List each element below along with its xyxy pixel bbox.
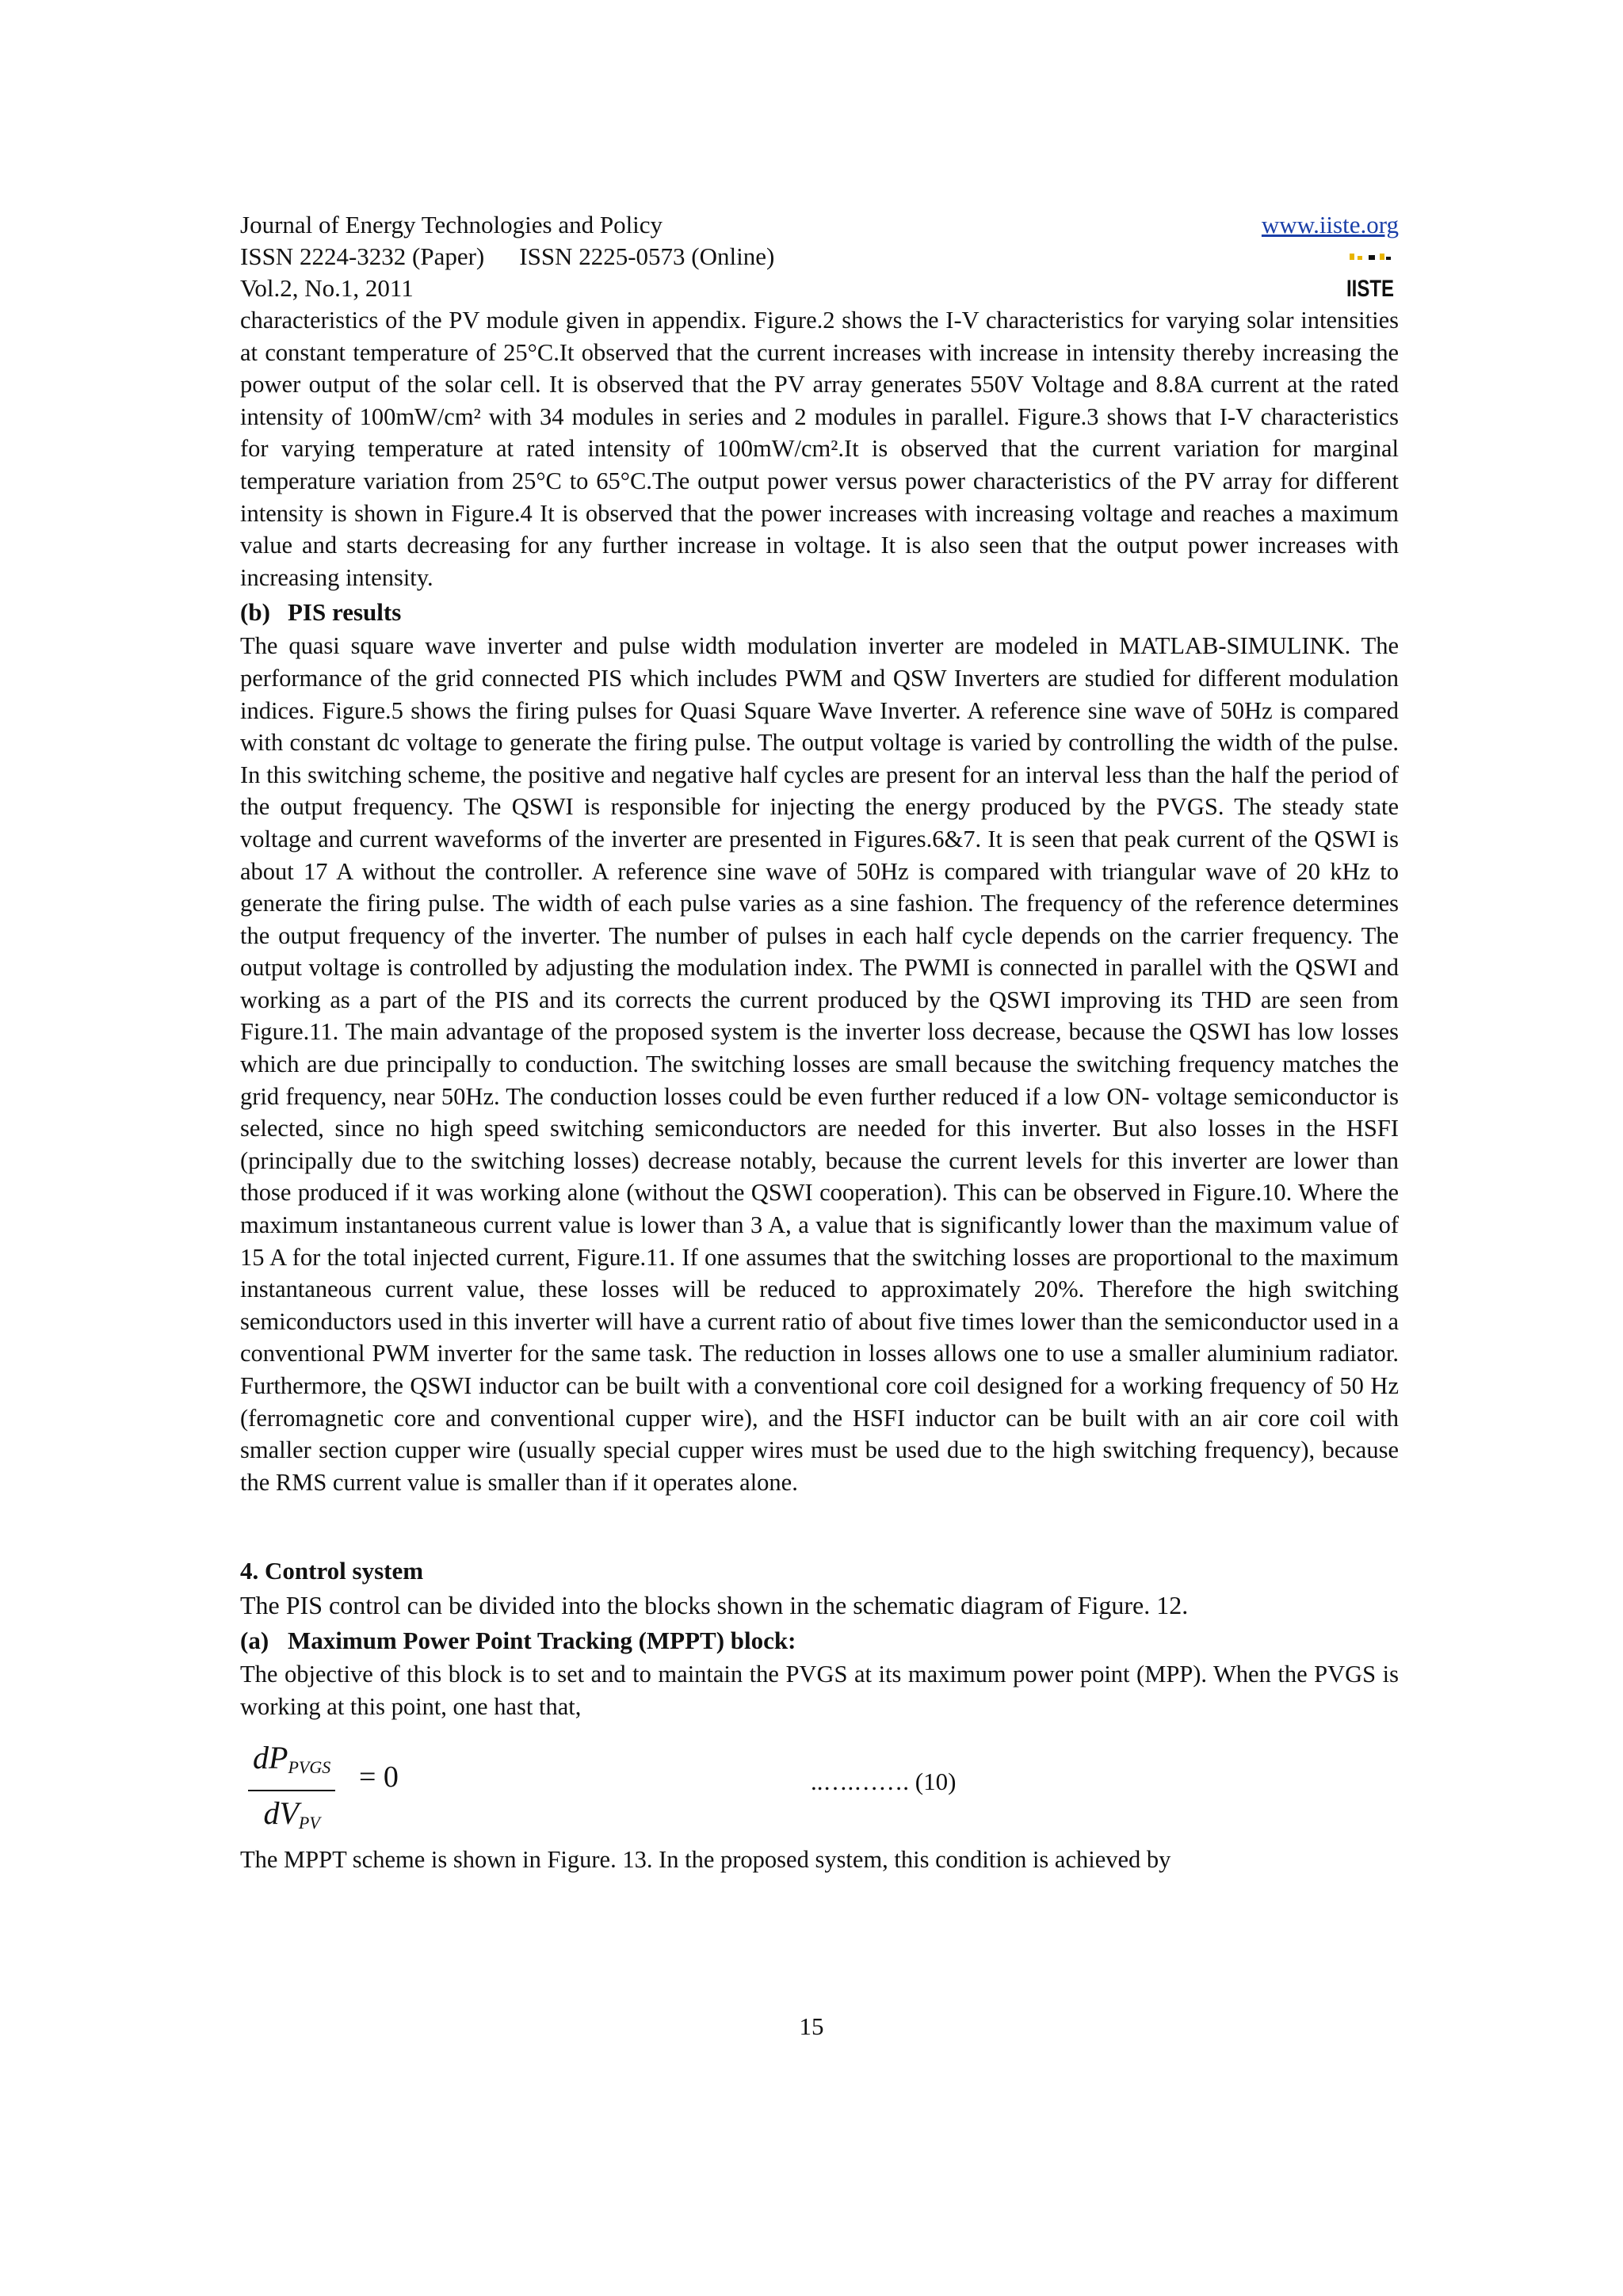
journal-website-link[interactable]: www.iiste.org (1261, 211, 1399, 238)
volume-info: Vol.2, No.1, 2011 (240, 274, 414, 302)
article-body (240, 304, 1399, 1875)
subheading-label: (a) (240, 1627, 269, 1655)
logo-text: IISTE (1346, 276, 1394, 302)
equation-10 (240, 1734, 1399, 1837)
subheading-pis-results (240, 597, 1399, 628)
paragraph-mppt-scheme: The MPPT scheme is shown in Figure. 13. In the proposed system, this condition is achieved by (240, 1845, 1171, 1873)
subheading-mppt-block (240, 1625, 1399, 1657)
equation-numerator: $dP_{PVGS}$ (248, 1739, 335, 1791)
equation-number: ..….……. (10) (811, 1767, 957, 1795)
issn-paper: ISSN 2224-3232 (Paper) (240, 242, 485, 270)
subheading-title: PIS results (288, 598, 402, 627)
paragraph-control-intro: The PIS control can be divided into the blocks shown in the schematic diagram of Figure. 12. (240, 1591, 1189, 1620)
page-number: 15 (799, 2012, 824, 2040)
paragraph-pv-characteristics: characteristics of the PV module given in appendix. Figure.2 shows the I-V characteristics for varying solar intensities at constant temperature of 25°C.It observed that the current increases with increase in intensity thereby increasing the power output of the solar cell. It is observed that the PV array generates 550V Voltage and 8.8A current at the rated intensity of 100mW/cm² with 34 modules in series and 2 modules in parallel. Figure.3 shows that I-V characteristics for varying temperature at rated intensity of 100mW/cm².It is observed that the current variation for marginal temperature variation from 25°C to 65°C.The output power versus power characteristics of the PV array for different intensity is shown in Figure.4 It is observed that the power increases with increasing voltage and reaches a maximum value and starts decreasing for any further increase in voltage. It is also seen that the output power increases with increasing intensity. (240, 307, 1399, 591)
iiste-logo (1345, 252, 1396, 302)
equation-fraction (248, 1739, 335, 1842)
subheading-title: Maximum Power Point Tracking (MPPT) block: (288, 1627, 796, 1655)
paragraph-mppt-objective: The objective of this block is to set and to maintain the PVGS at its maximum power point (MPP). When the PVGS is working at this point, one hast that, (240, 1661, 1399, 1720)
paragraph-pis-results: The quasi square wave inverter and pulse width modulation inverter are modeled in MATLAB-SIMULINK. The performance of the grid connected PIS which includes PWM and QSW Inverters are studied for different modulation indices. Figure.5 shows the firing pulses for Quasi Square Wave Inverter. A reference sine wave of 50Hz is compared with constant dc voltage to generate the firing pulse. The output voltage is varied by controlling the width of the pulse. In this switching scheme, the positive and negative half cycles are present for an interval less than the half the period of the output frequency. The QSWI is responsible for injecting the energy produced by the PVGS. The steady state voltage and current waveforms of the inverter are presented in Figures.6&7. It is seen that peak current of the QSWI is about 17 A without the controller. A reference sine wave of 50Hz is compared with triangular wave of 20 kHz to generate the firing pulse. The width of each pulse varies as a sine fashion. The frequency of the reference determines the output frequency of the inverter. The number of pulses in each half cycle depends on the carrier frequency. The output voltage is controlled by adjusting the modulation index. The PWMI is connected in parallel with the QSWI and working as a part of the PIS and its corrects the current produced by the QSWI improving its THD are seen from Figure.11. The main advantage of the proposed system is the inverter loss decrease, because the QSWI has low losses which are due principally to conduction. The switching losses are small because the switching frequency matches the grid frequency, near 50Hz. The conduction losses could be even further reduced if a low ON- voltage semiconductor is selected, since no high speed switching semiconductors are needed for this inverter. But also losses in the HSFI (principally due to the switching losses) decrease notably, because the current levels for this inverter are lower than those produced if it was working alone (without the QSWI cooperation). This can be observed in Figure.10. Where the maximum instantaneous current value is lower than 3 A, a value that is significantly lower than the maximum value of 15 A for the total injected current, Figure.11. If one assumes that the switching losses are proportional to the maximum instantaneous current value, these losses will be reduced to approximately 20%. Therefore the high switching semiconductors used in this inverter will have a current ratio of about five times lower than the semiconductor used in a conventional PWM inverter for the same task. The reduction in losses allows one to use a smaller aluminium radiator. Furthermore, the QSWI inductor can be built with a conventional core coil designed for a working frequency of 50 Hz (ferromagnetic core and conventional cupper wire), and the HSFI inductor can be built with an air core coil with smaller section cupper wire (usually special cupper wires must be used due to the high switching frequency), because the RMS current value is smaller than if it operates alone. (240, 632, 1399, 1496)
issn-online: ISSN 2225-0573 (Online) (519, 242, 775, 270)
section-heading-control-system: 4. Control system (240, 1557, 424, 1585)
equation-denominator: $dV_{PV}$ (263, 1794, 320, 1833)
journal-title: Journal of Energy Technologies and Policy (240, 211, 663, 238)
equation-rhs: = 0 (359, 1760, 399, 1794)
journal-header (240, 209, 1399, 304)
issn-line (240, 241, 1399, 273)
subheading-label: (b) (240, 598, 270, 627)
